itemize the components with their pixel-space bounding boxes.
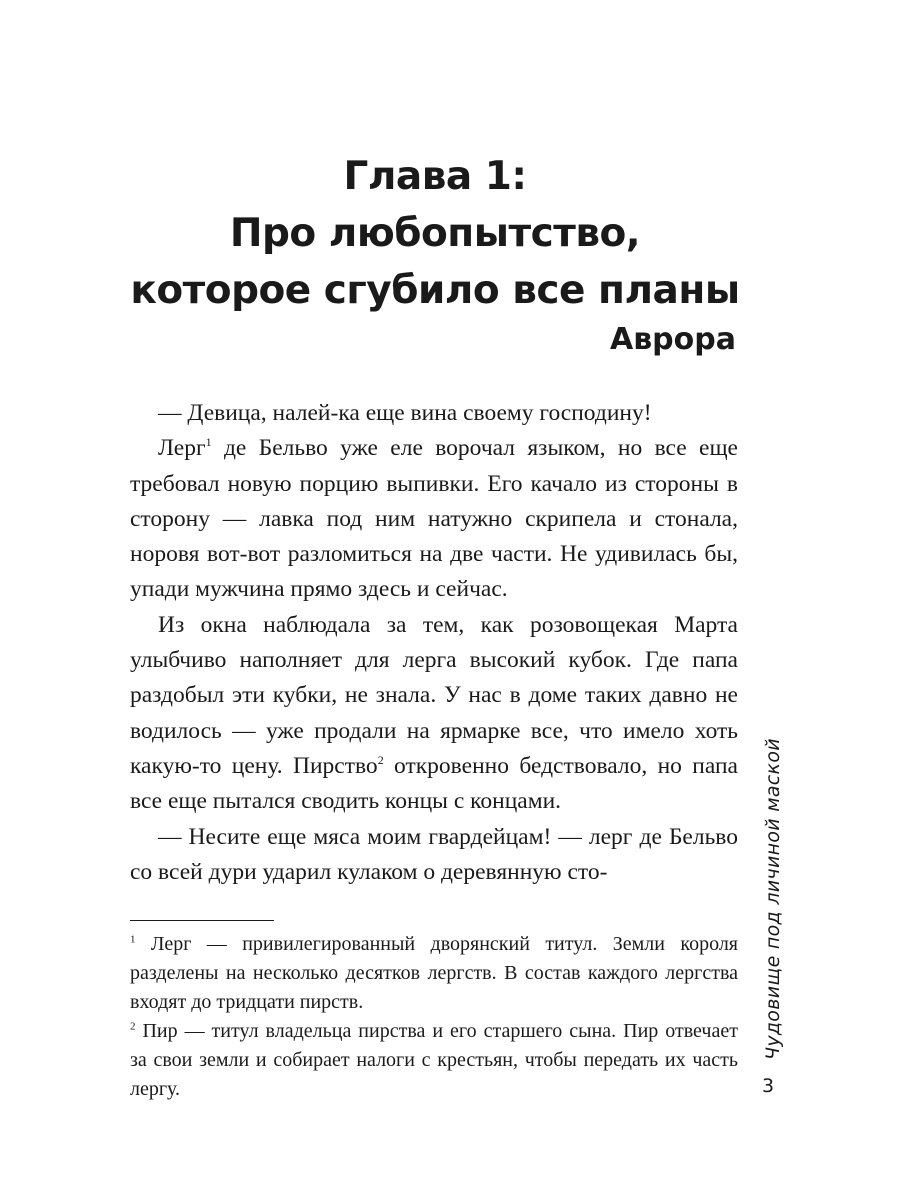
- paragraph-3-start: Из окна наблюдала за тем, как розовощекая Марта улыбчиво наполняет для лерга высокий кубок. Где папа раздобыл эти кубки, не знала. У нас в доме таких давно не водилось — уже продали на ярмарке все, что имело хоть какую-то цену. Пирство: [130, 611, 738, 779]
- footnote-ref-1[interactable]: 1: [205, 435, 212, 450]
- pov-character-heading: Аврора: [609, 322, 736, 357]
- footnote-1-text: Лерг — привилегированный дворянский титул. Земли короля разделены на несколько десятков лергств. В состав каждого лергства входят до тридцати пирств.: [130, 933, 738, 1013]
- chapter-title-line-3: которое сгубило все планы: [130, 268, 740, 313]
- chapter-title-line-2: Про любопытство,: [229, 211, 641, 256]
- paragraph-2-rest: де Бельво уже еле ворочал языком, но все еще требовал новую порцию выпивки. Его качало из стороны в сторону — лавка под ним натужно скрипела и стонала, норовя вот-вот разломиться на две части. Не удивилась бы, упади мужчина прямо здесь и сейчас.: [130, 435, 738, 603]
- paragraph-3-rest: откровенно бедствовало, но папа все еще пытался сводить концы с концами.: [130, 752, 738, 815]
- paragraph-2-start: Лерг: [158, 435, 206, 462]
- paragraph-3: [130, 608, 738, 820]
- footnote-2-text: Пир — титул владельца пирства и его старшего сына. Пир отвечает за свои земли и собирает налоги с крестьян, чтобы передать их часть лергу.: [130, 1020, 738, 1100]
- footnote-2: [130, 1017, 738, 1104]
- chapter-title: [130, 148, 740, 319]
- footnote-divider: [130, 920, 274, 921]
- footnote-1-marker: 1: [130, 933, 136, 946]
- paragraph-1: — Девица, налей-ка еще вина своему господину!: [158, 400, 652, 426]
- running-title: Чудовище под личиной маской: [762, 738, 784, 1060]
- body-text: [130, 396, 738, 890]
- chapter-title-line-1: Глава 1:: [343, 154, 527, 199]
- paragraph-4: — Несите еще мяса моим гвардейцам! — лерг де Бельво со всей дури ударил кулаком о деревянную сто-: [130, 823, 738, 885]
- paragraph-2: [130, 431, 738, 607]
- footnote-1: [130, 930, 738, 1017]
- footnote-2-marker: 2: [130, 1020, 136, 1033]
- page-number: 3: [762, 1075, 775, 1097]
- footnote-ref-2[interactable]: 2: [377, 753, 384, 768]
- footnotes: [130, 930, 738, 1104]
